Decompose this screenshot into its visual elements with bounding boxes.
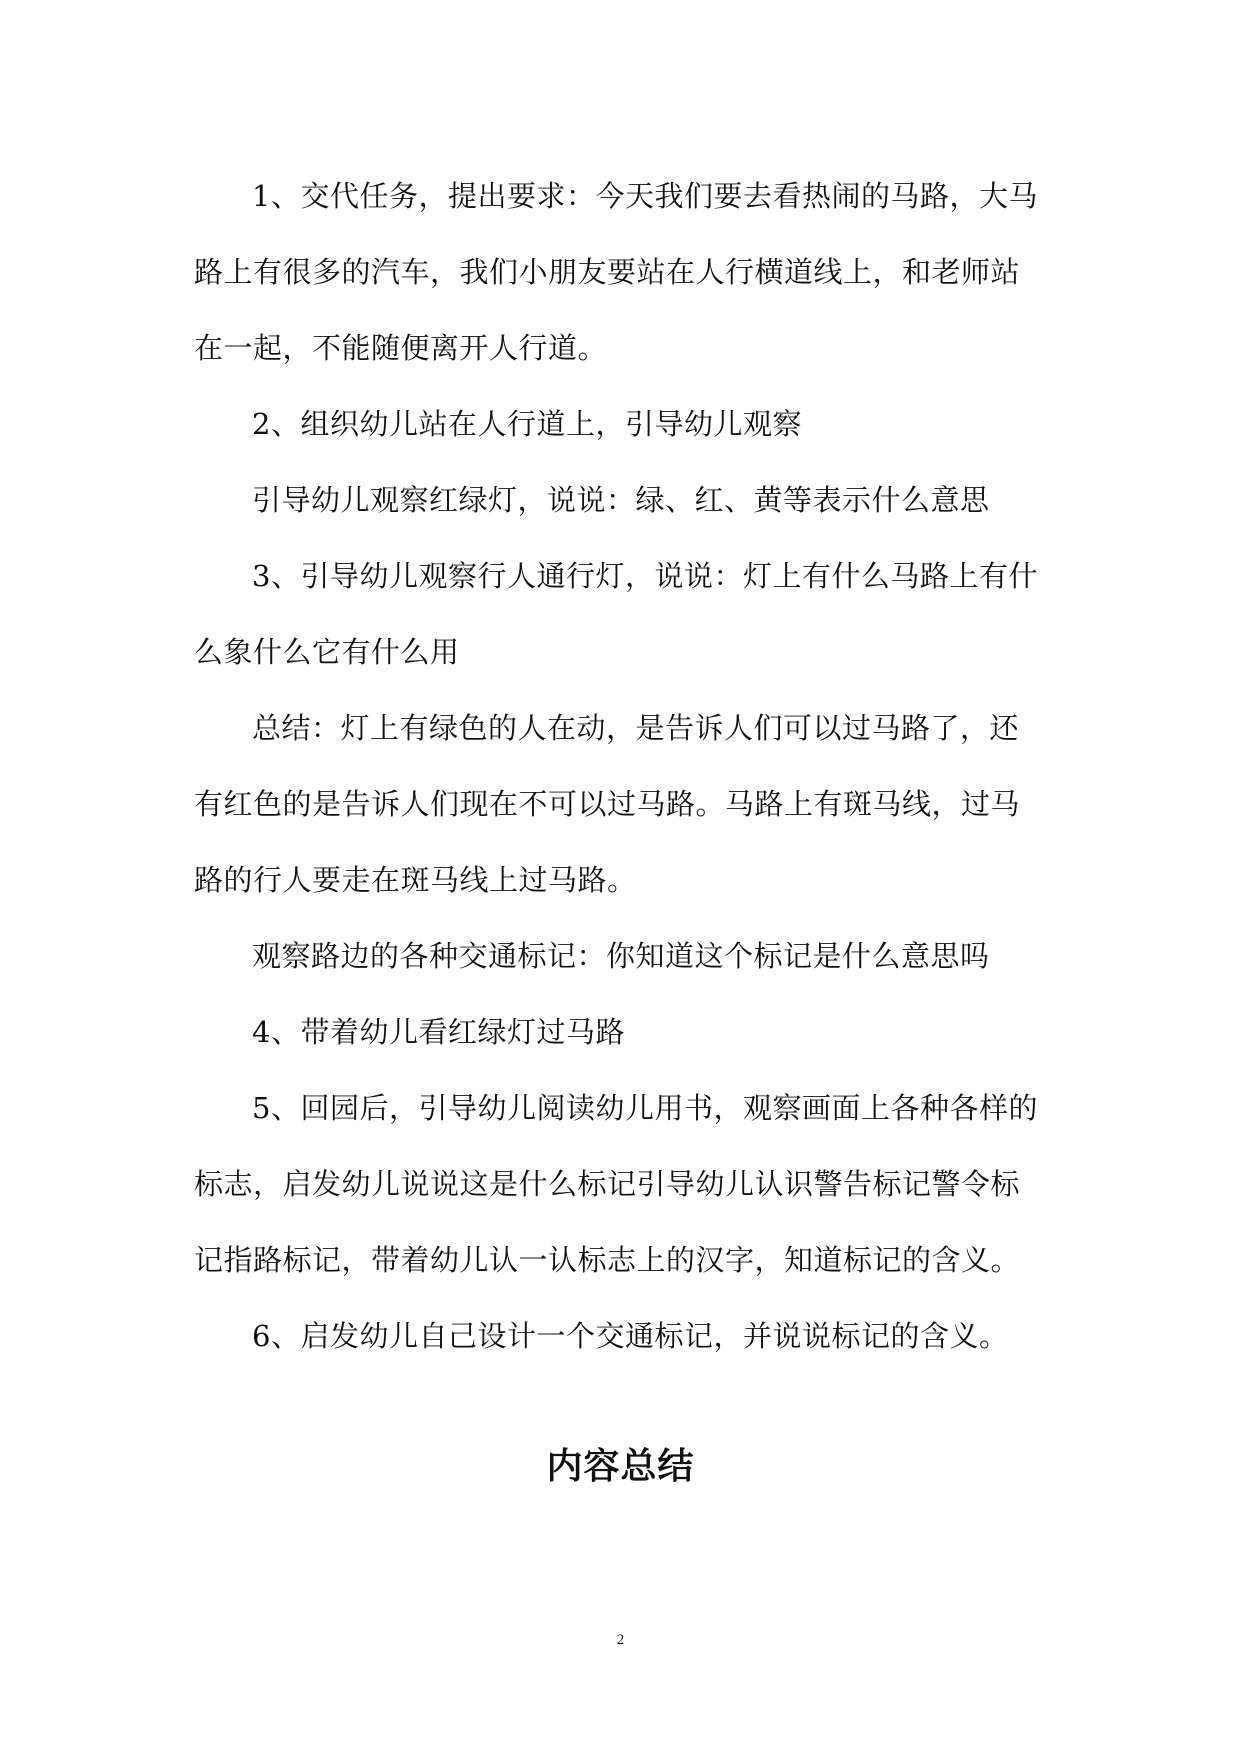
paragraph-traffic-light: 引导幼儿观察红绿灯，说说：绿、红、黄等表示什么意思 [252, 483, 990, 517]
paragraph-task-intro: 1、交代任务，提出要求：今天我们要去看热闹的马路，大马路上有很多的汽车，我们小朋友要站在人行横道线上，和老师站在一起，不能随便离开人行道。 [194, 179, 1038, 365]
paragraph-pedestrian-light: 3、引导幼儿观察行人通行灯，说说：灯上有什么马路上有什么象什么它有什么用 [194, 559, 1038, 669]
paragraph-read-book: 5、回园后，引导幼儿阅读幼儿用书，观察画面上各种各样的标志，启发幼儿说说这是什么标记引导幼儿认识警告标记警令标记指路标记，带着幼儿认一认标志上的汉字，知道标记的含义。 [194, 1091, 1038, 1277]
paragraph-traffic-signs: 观察路边的各种交通标记：你知道这个标记是什么意思吗 [252, 939, 990, 973]
paragraph-summary-note: 总结：灯上有绿色的人在动，是告诉人们可以过马路了，还有红色的是告诉人们现在不可以过马路。马路上有斑马线，过马路的行人要走在斑马线上过马路。 [194, 711, 1021, 897]
page-number: 2 [616, 1632, 625, 1648]
body-text [194, 158, 1047, 1374]
summary-heading: 内容总结 [546, 1446, 695, 1487]
paragraph-design-sign: 6、启发幼儿自己设计一个交通标记，并说说标记的含义。 [252, 1319, 1009, 1353]
paragraph-cross-road: 4、带着幼儿看红绿灯过马路 [252, 1015, 625, 1049]
paragraph-organize: 2、组织幼儿站在人行道上，引导幼儿观察 [252, 407, 802, 441]
